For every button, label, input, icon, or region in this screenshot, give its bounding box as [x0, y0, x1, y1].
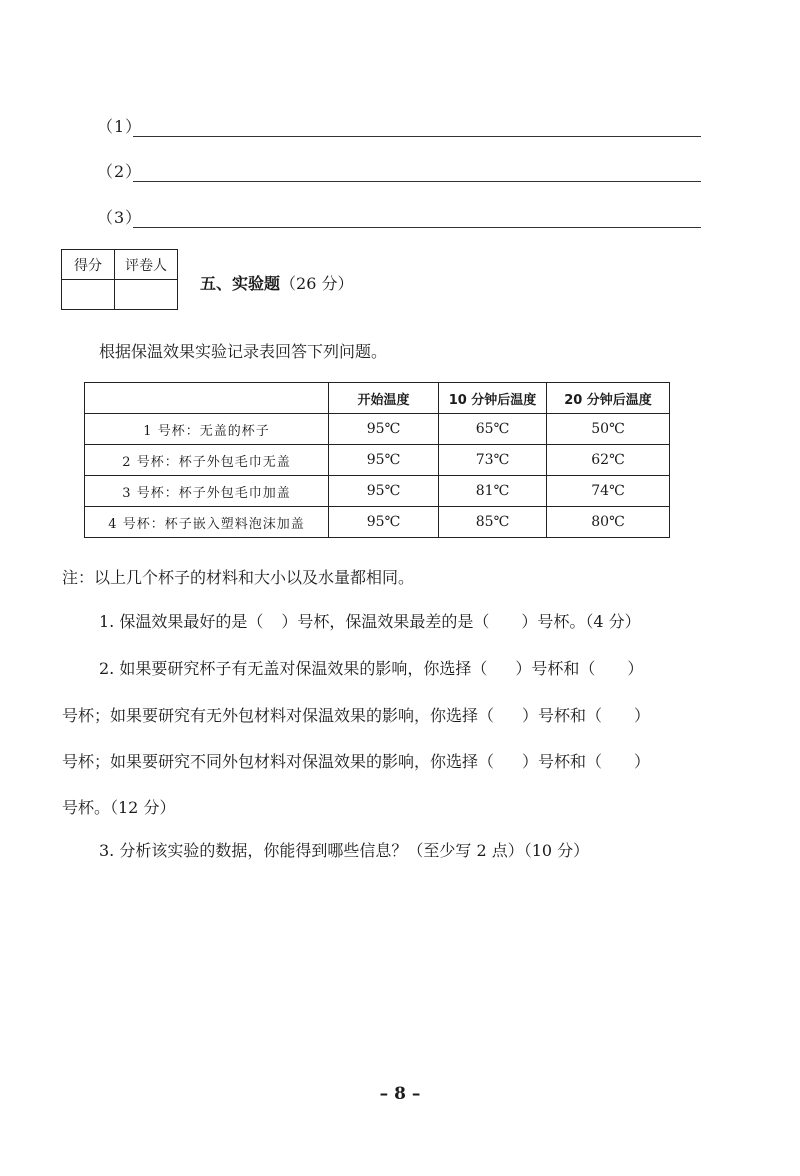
question-2-line-2 — [62, 703, 650, 726]
section-title: 五、实验题 — [200, 274, 281, 293]
answer-rule — [133, 163, 701, 182]
cup-cell: 1 号杯：无盖的杯子 — [85, 414, 329, 445]
table-header: 10 分钟后温度 — [439, 383, 547, 414]
section-heading — [200, 271, 353, 294]
temp-20min-cell: 50℃ — [547, 414, 670, 445]
answer-line-label: （3） — [97, 208, 143, 227]
answer-line-1[interactable] — [97, 114, 701, 137]
q1-part: ）号杯，保温效果最差的是（ — [281, 612, 490, 631]
q2-part: ） — [634, 752, 651, 771]
question-2-line-1 — [99, 656, 643, 679]
q1-part: ）号杯。（4 分） — [521, 612, 641, 631]
temp-start-cell: 95℃ — [329, 414, 439, 445]
intro-text: 根据保温效果实验记录表回答下列问题。 — [99, 342, 388, 361]
answer-line-label: （2） — [97, 162, 143, 181]
table-header: 20 分钟后温度 — [547, 383, 670, 414]
temp-20min-cell: 62℃ — [547, 445, 670, 476]
table-row — [85, 476, 670, 507]
temp-10min-cell: 85℃ — [439, 507, 547, 538]
q2-part: ） — [634, 706, 651, 725]
table-row — [85, 507, 670, 538]
question-3: 3. 分析该实验的数据，你能得到哪些信息？（至少写 2 点）（10 分） — [99, 841, 590, 860]
table-header: 开始温度 — [329, 383, 439, 414]
q2-part: ）号杯和（ — [515, 659, 596, 678]
q2-part: 2. 如果要研究杯子有无盖对保温效果的影响，你选择（ — [99, 659, 488, 678]
section-points: （26 分） — [280, 274, 354, 293]
table-row — [85, 414, 670, 445]
table-header-row — [85, 383, 670, 414]
table-header — [85, 383, 329, 414]
insulation-table — [84, 382, 670, 538]
temp-start-cell: 95℃ — [329, 507, 439, 538]
note-text: 注：以上几个杯子的材料和大小以及水量都相同。 — [62, 568, 415, 587]
q2-part: ）号杯和（ — [522, 752, 603, 771]
question-2-line-3 — [62, 749, 650, 772]
grader-label: 评卷人 — [115, 250, 178, 280]
q2-part: ） — [627, 659, 644, 678]
answer-line-label: （1） — [97, 117, 143, 136]
temp-20min-cell: 80℃ — [547, 507, 670, 538]
cup-cell: 2 号杯：杯子外包毛巾无盖 — [85, 445, 329, 476]
q2-part: ）号杯和（ — [522, 706, 603, 725]
temp-start-cell: 95℃ — [329, 445, 439, 476]
table-row — [85, 445, 670, 476]
temp-start-cell: 95℃ — [329, 476, 439, 507]
answer-rule — [133, 118, 701, 137]
score-cell[interactable] — [62, 280, 115, 310]
question-2-line-4: 号杯。（12 分） — [62, 798, 176, 817]
grader-cell[interactable] — [115, 280, 178, 310]
score-box — [61, 249, 178, 310]
temp-10min-cell: 81℃ — [439, 476, 547, 507]
q2-part: 号杯；如果要研究有无外包材料对保温效果的影响，你选择（ — [62, 706, 495, 725]
answer-line-2[interactable] — [97, 159, 701, 182]
score-label: 得分 — [62, 250, 115, 280]
temp-20min-cell: 74℃ — [547, 476, 670, 507]
temp-10min-cell: 65℃ — [439, 414, 547, 445]
q2-part: 号杯；如果要研究不同外包材料对保温效果的影响，你选择（ — [62, 752, 495, 771]
cup-cell: 3 号杯：杯子外包毛巾加盖 — [85, 476, 329, 507]
cup-cell: 4 号杯：杯子嵌入塑料泡沫加盖 — [85, 507, 329, 538]
question-1 — [99, 609, 641, 632]
page-number: – 8 – — [379, 1084, 421, 1104]
answer-line-3[interactable] — [97, 205, 701, 228]
temp-10min-cell: 73℃ — [439, 445, 547, 476]
answer-rule — [133, 209, 701, 228]
q1-part: 1. 保温效果最好的是（ — [99, 612, 264, 631]
